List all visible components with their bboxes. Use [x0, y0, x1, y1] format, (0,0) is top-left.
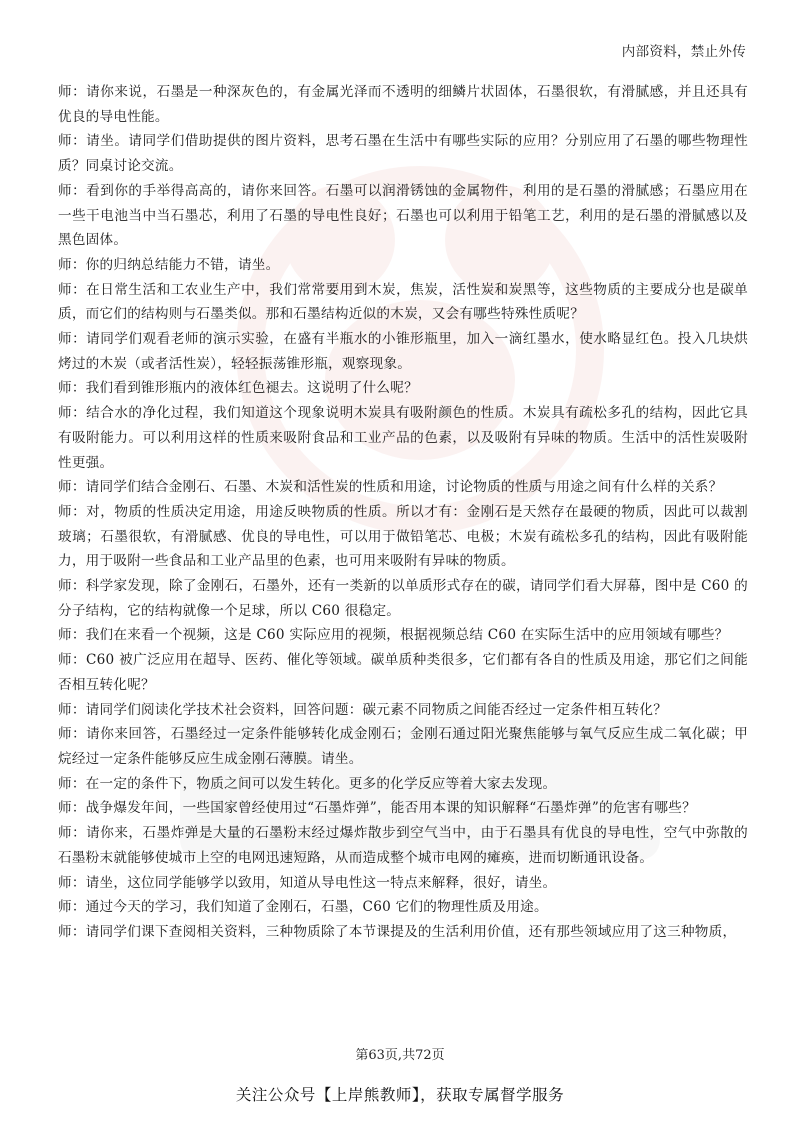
paragraph: 师：对，物质的性质决定用途，用途反映物质的性质。所以才有：金刚石是天然存在最硬的物质，因此可以裁割玻璃；石墨很软，有滑腻感、优良的导电性，可以用于做铅笔芯、电极；木炭有疏松多孔的结构，因此有吸附能力，用于吸附一些食品和工业产品里的色素，也可用来吸附有异味的物质。 — [58, 503, 748, 570]
paragraph: 师：请你来回答，石墨经过一定条件能够转化成金刚石；金刚石通过阳光聚焦能够与氧气反应生成二氧化碳；甲烷经过一定条件能够反应生成金刚石薄膜。请坐。 — [58, 726, 748, 767]
paragraph: 师：请同学们观看老师的演示实验，在盛有半瓶水的小锥形瓶里，加入一滴红墨水，使水略显红色。投入几块烘烤过的木炭（或者活性炭），轻轻振荡锥形瓶，观察现象。 — [58, 331, 748, 372]
paragraph: 师：通过今天的学习，我们知道了金刚石，石墨，C60 它们的物理性质及用途。 — [58, 899, 548, 916]
paragraph: 师：请你来说，石墨是一种深灰色的，有金属光泽而不透明的细鳞片状固体，石墨很软，有滑腻感，并且还具有优良的导电性能。 — [58, 84, 748, 125]
paragraph: 师：C60 被广泛应用在超导、医药、催化等领域。碳单质种类很多，它们都有各自的性质及用途，那它们之间能否相互转化呢？ — [58, 652, 748, 693]
paragraph: 师：请同学们阅读化学技术社会资料，回答问题：碳元素不同物质之间能否经过一定条件相互转化？ — [58, 701, 668, 718]
paragraph: 师：请你来，石墨炸弹是大量的石墨粉末经过爆炸散步到空气当中，由于石墨具有优良的导电性，空气中弥散的石墨粉末就能够使城市上空的电网迅速短路，从而造成整个城市电网的瘫痪，进而切断通讯设备。 — [58, 825, 748, 866]
paragraph: 师：在一定的条件下，物质之间可以发生转化。更多的化学反应等着大家去发现。 — [58, 775, 557, 792]
body-text — [58, 80, 748, 945]
paragraph: 师：请坐。请同学们借助提供的图片资料，思考石墨在生活中有哪些实际的应用？分别应用了石墨的哪些物理性质？同桌讨论交流。 — [58, 133, 748, 175]
paragraph: 师：请同学们课下查阅相关资料，三种物质除了本节课提及的生活利用价值，还有那些领域应用了这三种物质， — [58, 923, 737, 940]
header-confidential-note: 内部资料，禁止外传 — [621, 44, 746, 60]
paragraph: 师：战争爆发年间，一些国家曾经使用过“石墨炸弹”，能否用本课的知识解释“石墨炸弹”的危害有哪些？ — [58, 800, 696, 817]
paragraph: 师：在日常生活和工农业生产中，我们常常要用到木炭，焦炭，活性炭和炭黑等，这些物质的主要成分也是碳单质，而它们的结构则与石墨类似。那和石墨结构近似的木炭，又会有哪些特殊性质呢？ — [58, 281, 748, 323]
page-number: 第63页,共72页 — [355, 1048, 445, 1063]
paragraph: 师：科学家发现，除了金刚石，石墨外，还有一类新的以单质形式存在的碳，请同学们看大屏幕，图中是 C60 的分子结构，它的结构就像一个足球，所以 C60 很稳定。 — [58, 578, 748, 619]
paragraph: 师：结合水的净化过程，我们知道这个现象说明木炭具有吸附颜色的性质。木炭具有疏松多孔的结构，因此它具有吸附能力。可以利用这样的性质来吸附食品和工业产品的色素，以及吸附有异味的物质。生活中的活性炭吸附性更强。 — [58, 405, 748, 471]
footer-promo-text: 关注公众号【上岸熊教师】，获取专属督学服务 — [235, 1086, 565, 1104]
paragraph: 师：我们在来看一个视频，这是 C60 实际应用的视频，根据视频总结 C60 在实际生活中的应用领域有哪些？ — [58, 627, 729, 644]
paragraph: 师：你的归纳总结能力不错，请坐。 — [58, 256, 280, 273]
paragraph: 师：看到你的手举得高高的，请你来回答。石墨可以润滑锈蚀的金属物件，利用的是石墨的滑腻感；石墨应用在一些干电池当中当石墨芯，利用了石墨的导电性良好；石墨也可以利用于铅笔工艺，利用的是石墨的滑腻感以及黑色固体。 — [58, 182, 748, 249]
paragraph: 师：请同学们结合金刚石、石墨、木炭和活性炭的性质和用途，讨论物质的性质与用途之间有什么样的关系？ — [58, 479, 723, 496]
paragraph: 师：请坐，这位同学能够学以致用，知道从导电性这一特点来解释，很好，请坐。 — [58, 874, 557, 891]
paragraph: 师：我们看到锥形瓶内的液体红色褪去。这说明了什么呢？ — [58, 380, 418, 397]
